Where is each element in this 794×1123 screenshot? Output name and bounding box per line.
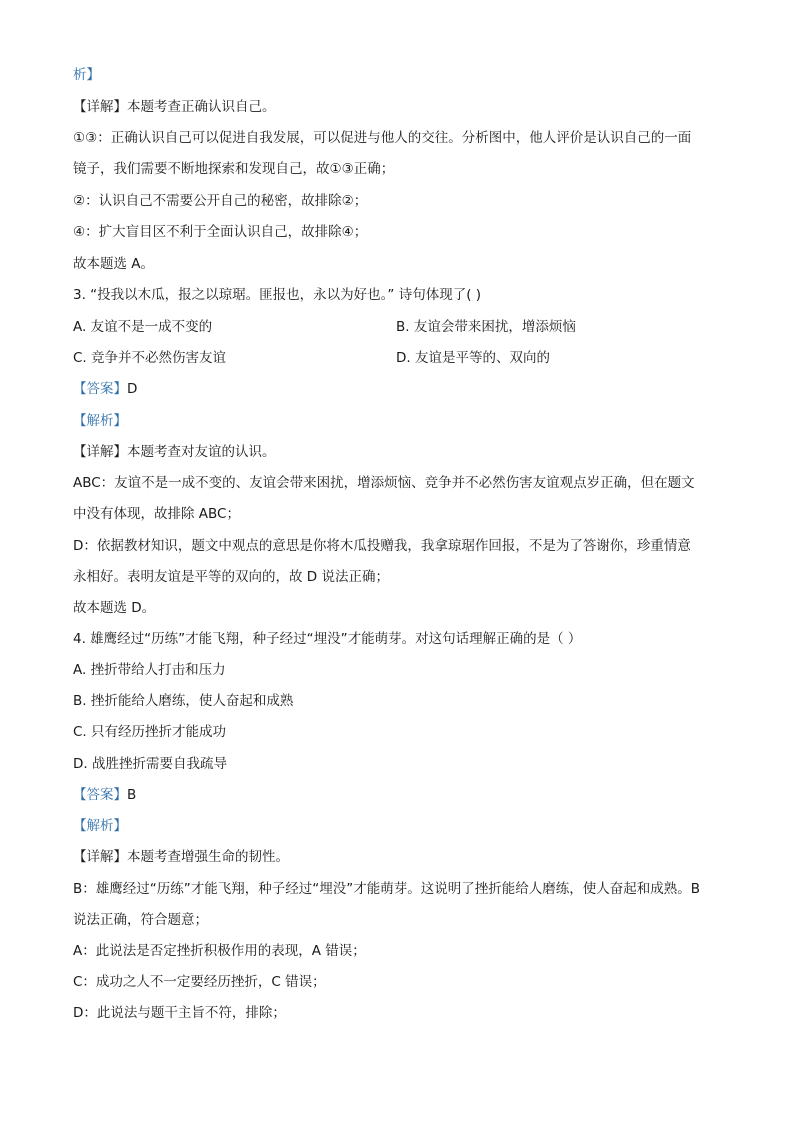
q3-analysis-line: ABC：友谊不是一成不变的、友谊会带来困扰，增添烦恼、竞争并不必然伤害友谊观点岁正确，但在题文: [73, 475, 695, 491]
q4-analysis-line: C：成功之人不一定要经历挫折，C 错误；: [73, 974, 326, 990]
q4-answer-value: B: [127, 787, 137, 803]
q2-detail-heading: 【详解】本题考查正确认识自己。: [73, 99, 276, 115]
q3-option-c: C. 竞争并不必然伤害友谊: [73, 350, 227, 366]
q4-analysis-line: 说法正确，符合题意；: [73, 912, 208, 928]
q3-answer-value: D: [127, 381, 138, 397]
q4-option-b: B. 挫折能给人磨练，使人奋起和成熟: [73, 693, 294, 709]
q4-option-d: D. 战胜挫折需要自我疏导: [73, 756, 227, 772]
q2-analysis-line: ①③：正确认识自己可以促进自我发展，可以促进与他人的交往。分析图中，他人评价是认识自己的一面: [73, 130, 692, 146]
q4-analysis-line: B：雄鹰经过“历练”才能飞翔，种子经过“埋没”才能萌芽。这说明了挫折能给人磨练，使人奋起和成熟。B: [73, 881, 700, 897]
q3-analysis-line: 永相好。表明友谊是平等的双向的，故 D 说法正确；: [73, 569, 389, 585]
answer-tag: 【答案】: [73, 787, 127, 803]
section-tag-fragment: 析】: [73, 67, 100, 83]
q4-analysis-line: D：此说法与题干主旨不符，排除；: [73, 1005, 286, 1021]
q3-option-a: A. 友谊不是一成不变的: [73, 319, 213, 335]
q2-analysis-line: ②：认识自己不需要公开自己的秘密，故排除②；: [73, 193, 368, 209]
q3-option-b: B. 友谊会带来困扰，增添烦恼: [396, 319, 576, 335]
q4-detail-heading: 【详解】本题考查增强生命的韧性。: [73, 849, 289, 865]
q2-analysis-line: ④：扩大盲目区不利于全面认识自己，故排除④；: [73, 224, 368, 240]
q4-option-a: A. 挫折带给人打击和压力: [73, 662, 226, 678]
q4-analysis-line: A：此说法是否定挫折积极作用的表现，A 错误；: [73, 943, 366, 959]
q4-analysis-tag: 【解析】: [73, 818, 127, 834]
q3-analysis-line: D：依据教材知识，题文中观点的意思是你将木瓜投赠我，我拿琼琚作回报，不是为了答谢你，珍重情意: [73, 538, 691, 554]
q4-option-c: C. 只有经历挫折才能成功: [73, 724, 227, 740]
answer-tag: 【答案】: [73, 381, 127, 397]
q2-conclusion: 故本题选 A。: [73, 256, 155, 272]
q2-analysis-line: 镜子，我们需要不断地探索和发现自己，故①③正确；: [73, 161, 395, 177]
q3-answer-row: [73, 380, 137, 398]
q4-stem: 4. 雄鹰经过“历练”才能飞翔，种子经过“埋没”才能萌芽。对这句话理解正确的是（ ）: [73, 631, 582, 647]
q3-option-d: D. 友谊是平等的、双向的: [396, 350, 550, 366]
q3-analysis-line: 中没有体现，故排除 ABC；: [73, 506, 240, 522]
q3-analysis-tag: 【解析】: [73, 413, 127, 429]
q3-detail-heading: 【详解】本题考查对友谊的认识。: [73, 444, 276, 460]
q3-stem: 3. “投我以木瓜，报之以琼琚。匪报也，永以为好也。” 诗句体现了( ): [73, 287, 482, 303]
q4-answer-row: [73, 786, 136, 804]
q3-conclusion: 故本题选 D。: [73, 600, 156, 616]
